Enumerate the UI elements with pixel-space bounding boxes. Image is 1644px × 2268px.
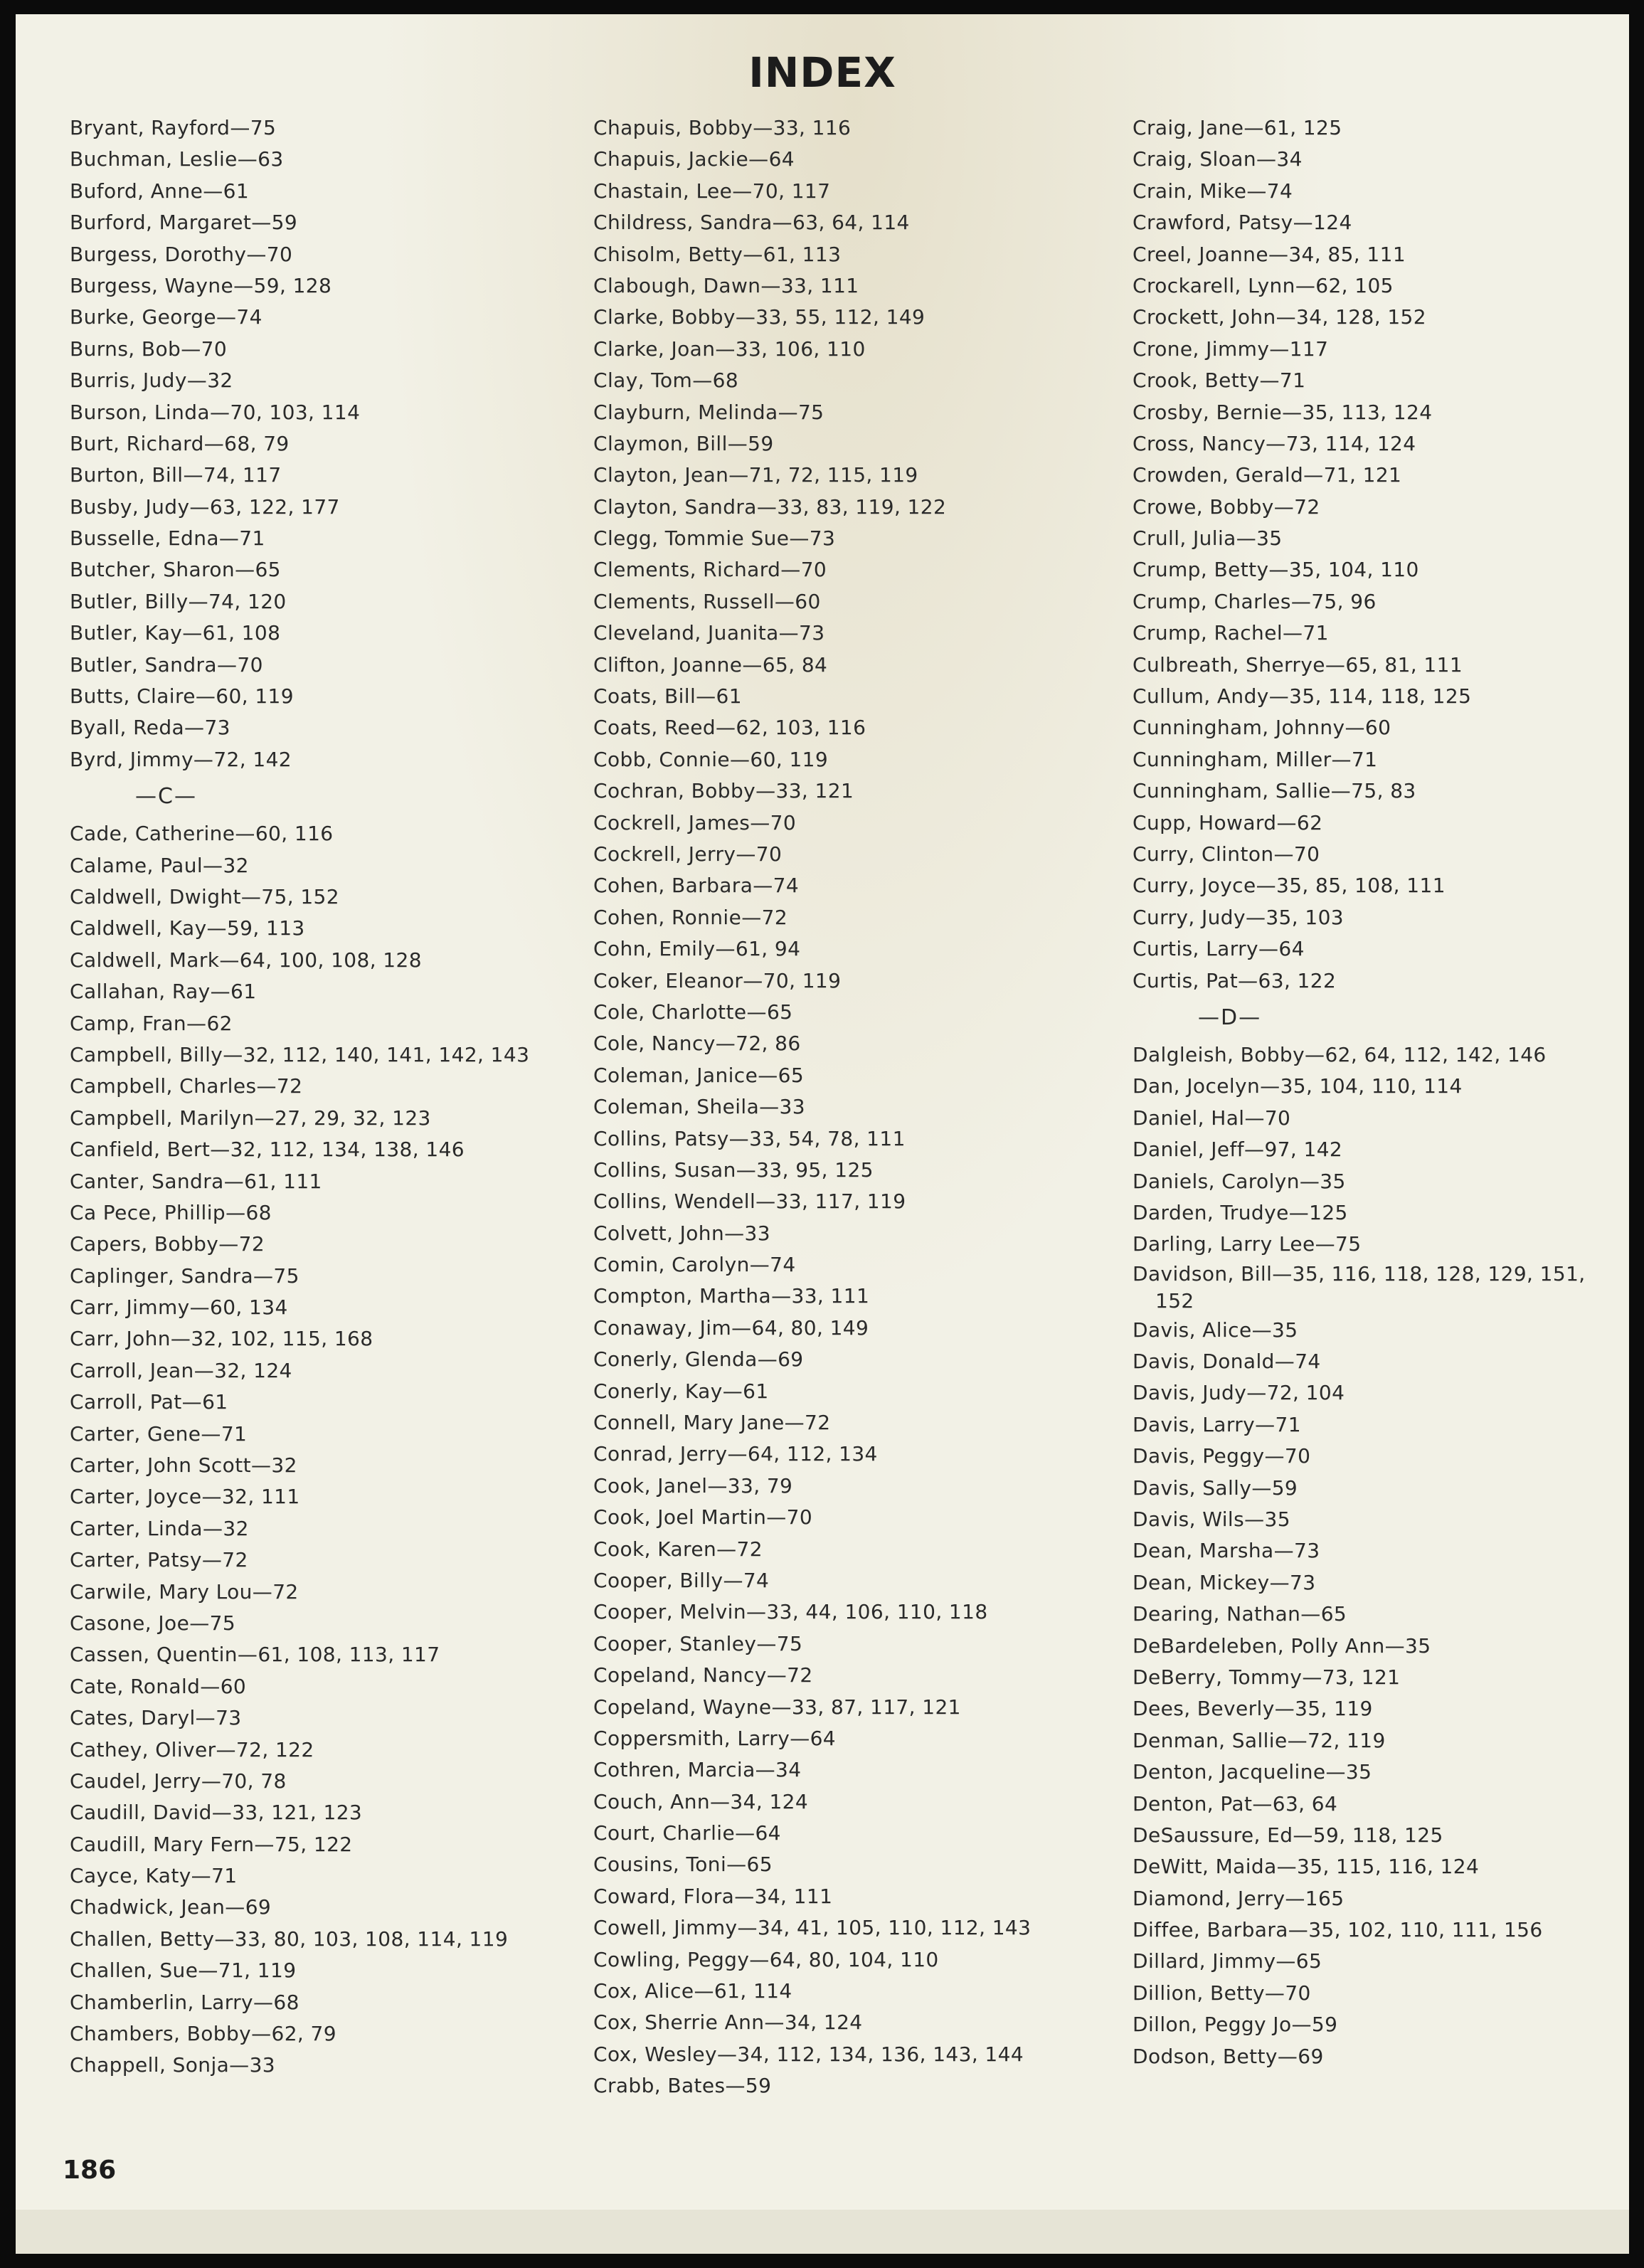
index-entry: Coats, Reed—62, 103, 116 <box>593 716 866 740</box>
index-entry: Butler, Billy—74, 120 <box>70 589 287 613</box>
index-entry: Dillard, Jimmy—65 <box>1133 1949 1322 1973</box>
index-entry: Cothren, Marcia—34 <box>593 1758 802 1782</box>
index-entry: Denton, Pat—63, 64 <box>1133 1791 1338 1816</box>
index-entry: Butler, Kay—61, 108 <box>70 621 281 645</box>
index-entry: Chisolm, Betty—61, 113 <box>593 242 842 266</box>
index-entry: Conerly, Glenda—69 <box>593 1347 804 1372</box>
index-entry: Davis, Wils—35 <box>1133 1507 1290 1532</box>
index-entry: Chadwick, Jean—69 <box>70 1895 272 1919</box>
page-bottom-margin <box>16 2210 1629 2254</box>
index-entry: Busselle, Edna—71 <box>70 526 265 551</box>
index-entry: Davis, Alice—35 <box>1133 1318 1298 1342</box>
index-entry: Chapuis, Bobby—33, 116 <box>593 116 852 139</box>
index-entry: Cunningham, Sallie—75, 83 <box>1133 779 1416 803</box>
index-entry: Dearing, Nathan—65 <box>1133 1602 1347 1626</box>
index-entry: Curry, Judy—35, 103 <box>1133 905 1345 929</box>
index-entry: Cohen, Barbara—74 <box>593 874 800 898</box>
index-entry: Carroll, Pat—61 <box>70 1390 228 1414</box>
index-entry: DeSaussure, Ed—59, 118, 125 <box>1133 1823 1443 1847</box>
index-entry: Coats, Bill—61 <box>593 684 742 709</box>
index-entry: Dillon, Peggy Jo—59 <box>1133 2013 1338 2037</box>
index-entry: Crowden, Gerald—71, 121 <box>1133 463 1402 487</box>
index-entry: Burgess, Wayne—59, 128 <box>70 273 332 297</box>
index-entry: Collins, Susan—33, 95, 125 <box>593 1157 874 1182</box>
index-entry: Crone, Jimmy—117 <box>1133 337 1329 361</box>
index-entry: Daniels, Carolyn—35 <box>1133 1169 1346 1193</box>
index-entry: Cooper, Billy—74 <box>593 1568 770 1592</box>
index-entry: Childress, Sandra—63, 64, 114 <box>593 211 910 235</box>
index-entry: Davis, Donald—74 <box>1133 1350 1321 1374</box>
index-entry: Crockett, John—34, 128, 152 <box>1133 305 1426 329</box>
page-title: INDEX <box>748 48 896 97</box>
index-entry: Canter, Sandra—61, 111 <box>70 1169 322 1193</box>
index-entry: Diffee, Barbara—35, 102, 110, 111, 156 <box>1133 1918 1543 1942</box>
index-entry: Cox, Alice—61, 114 <box>593 1979 792 2003</box>
index-entry: Dean, Marsha—73 <box>1133 1539 1320 1563</box>
index-entry: DeBardeleben, Polly Ann—35 <box>1133 1633 1431 1658</box>
index-entry: Cox, Sherrie Ann—34, 124 <box>593 2010 863 2035</box>
index-entry: Cassen, Quentin—61, 108, 113, 117 <box>70 1643 440 1667</box>
index-entry: Curry, Joyce—35, 85, 108, 111 <box>1133 874 1446 898</box>
index-column-1 <box>70 112 561 2082</box>
index-entry: Carter, Gene—71 <box>70 1421 248 1446</box>
index-entry: Caldwell, Mark—64, 100, 108, 128 <box>70 948 422 972</box>
index-entry: Cole, Nancy—72, 86 <box>593 1032 801 1056</box>
index-entry: Carwile, Mary Lou—72 <box>70 1579 299 1604</box>
index-entry: Cousins, Toni—65 <box>593 1853 773 1877</box>
index-entry: Cole, Charlotte—65 <box>593 1000 793 1024</box>
index-entry: Cook, Joel Martin—70 <box>593 1505 813 1530</box>
index-entry: Burton, Bill—74, 117 <box>70 463 282 487</box>
index-entry: Cochran, Bobby—33, 121 <box>593 779 854 803</box>
index-entry: Carter, John Scott—32 <box>70 1453 297 1478</box>
index-entry: Burns, Bob—70 <box>70 337 228 361</box>
index-entry: Byrd, Jimmy—72, 142 <box>70 747 292 771</box>
index-entry: Carr, John—32, 102, 115, 168 <box>70 1327 373 1351</box>
index-page <box>16 14 1629 2254</box>
index-entry: Cobb, Connie—60, 119 <box>593 747 829 771</box>
index-entry: Caplinger, Sandra—75 <box>70 1263 299 1288</box>
index-entry: Crosby, Bernie—35, 113, 124 <box>1133 400 1433 424</box>
index-entry: Carroll, Jean—32, 124 <box>70 1358 292 1382</box>
index-entry: Crabb, Bates—59 <box>593 2074 772 2098</box>
index-entry: Cook, Janel—33, 79 <box>593 1473 793 1498</box>
index-entry: Clifton, Joanne—65, 84 <box>593 652 828 677</box>
index-entry: Cooper, Stanley—75 <box>593 1631 803 1655</box>
index-entry: Connell, Mary Jane—72 <box>593 1411 831 1435</box>
index-entry: Cox, Wesley—34, 112, 134, 136, 143, 144 <box>593 2042 1024 2066</box>
index-entry: Darden, Trudye—125 <box>1133 1200 1348 1224</box>
index-entry: Buchman, Leslie—63 <box>70 147 284 171</box>
index-entry: Cate, Ronald—60 <box>70 1674 247 1698</box>
index-entry: Cleveland, Juanita—73 <box>593 621 825 645</box>
index-entry: Court, Charlie—64 <box>593 1821 781 1845</box>
index-entry: Crockarell, Lynn—62, 105 <box>1133 273 1394 297</box>
index-entry: Carter, Joyce—32, 111 <box>70 1485 300 1509</box>
index-entry: Chambers, Bobby—62, 79 <box>70 2022 336 2046</box>
index-entry: Crump, Charles—75, 96 <box>1133 589 1377 613</box>
index-entry: Coleman, Janice—65 <box>593 1063 805 1087</box>
index-entry: Caudel, Jerry—70, 78 <box>70 1769 287 1793</box>
index-entry: Canfield, Bert—32, 112, 134, 138, 146 <box>70 1138 465 1162</box>
index-entry: Comin, Carolyn—74 <box>593 1253 796 1277</box>
index-entry: Collins, Patsy—33, 54, 78, 111 <box>593 1126 906 1150</box>
index-entry: Cowell, Jimmy—34, 41, 105, 110, 112, 143 <box>593 1916 1032 1940</box>
index-entry: Chamberlin, Larry—68 <box>70 1990 299 2014</box>
index-entry: DeBerry, Tommy—73, 121 <box>1133 1665 1401 1689</box>
index-entry: Cohn, Emily—61, 94 <box>593 937 801 961</box>
index-entry: Conerly, Kay—61 <box>593 1379 769 1403</box>
index-entry: Diamond, Jerry—165 <box>1133 1886 1345 1910</box>
index-entry: Davis, Sally—59 <box>1133 1475 1298 1500</box>
index-entry: Calame, Paul—32 <box>70 853 249 877</box>
index-entry: Cullum, Andy—35, 114, 118, 125 <box>1133 684 1472 709</box>
index-entry: Copeland, Wayne—33, 87, 117, 121 <box>593 1695 961 1719</box>
index-entry: Butts, Claire—60, 119 <box>70 684 294 709</box>
index-entry: Campbell, Billy—32, 112, 140, 141, 142, 143 <box>70 1042 530 1066</box>
index-entry: Butcher, Sharon—65 <box>70 558 281 582</box>
index-entry: Cade, Catherine—60, 116 <box>70 822 334 846</box>
index-entry: Curtis, Larry—64 <box>1133 937 1305 961</box>
index-entry: Cayce, Katy—71 <box>70 1864 238 1888</box>
index-entry: Coleman, Sheila—33 <box>593 1095 805 1119</box>
index-entry: Burson, Linda—70, 103, 114 <box>70 400 361 424</box>
index-entry: Carr, Jimmy—60, 134 <box>70 1295 288 1320</box>
index-entry: Dillion, Betty—70 <box>1133 1981 1311 2005</box>
index-entry: Butler, Sandra—70 <box>70 652 263 677</box>
index-entry: Clayton, Sandra—33, 83, 119, 122 <box>593 494 947 519</box>
index-entry: Camp, Fran—62 <box>70 1011 233 1035</box>
index-entry: Chappell, Sonja—33 <box>70 2053 276 2077</box>
index-entry: Claymon, Bill—59 <box>593 431 774 455</box>
index-entry: Creel, Joanne—34, 85, 111 <box>1133 242 1406 266</box>
index-entry: Clabough, Dawn—33, 111 <box>593 273 859 297</box>
index-entry: Callahan, Ray—61 <box>70 980 257 1004</box>
index-entry: Clarke, Joan—33, 106, 110 <box>593 337 866 361</box>
page-number: 186 <box>63 2156 117 2185</box>
index-entry: Cupp, Howard—62 <box>1133 810 1323 834</box>
index-entry: Casone, Joe—75 <box>70 1611 236 1635</box>
index-entry: Coward, Flora—34, 111 <box>593 1884 833 1908</box>
index-entry: Chapuis, Jackie—64 <box>593 147 795 171</box>
index-entry: Craig, Sloan—34 <box>1133 147 1303 171</box>
index-entry: Burris, Judy—32 <box>70 369 233 393</box>
index-entry: Davis, Peggy—70 <box>1133 1444 1311 1468</box>
index-entry: Dalgleish, Bobby—62, 64, 112, 142, 146 <box>1133 1042 1547 1066</box>
index-entry: Clements, Richard—70 <box>593 558 827 582</box>
index-entry: Cohen, Ronnie—72 <box>593 905 788 929</box>
index-entry: Copeland, Nancy—72 <box>593 1663 813 1687</box>
index-entry: Cooper, Melvin—33, 44, 106, 110, 118 <box>593 1600 988 1624</box>
index-entry: Crain, Mike—74 <box>1133 179 1293 203</box>
index-entry: Daniel, Hal—70 <box>1133 1106 1291 1130</box>
index-entry: Davis, Larry—71 <box>1133 1412 1301 1436</box>
index-entry: Caldwell, Dwight—75, 152 <box>70 884 339 908</box>
index-entry: Clayburn, Melinda—75 <box>593 400 824 424</box>
index-entry: Dan, Jocelyn—35, 104, 110, 114 <box>1133 1074 1463 1098</box>
index-column-3 <box>1133 112 1602 2072</box>
index-entry: Chastain, Lee—70, 117 <box>593 179 831 203</box>
index-entry: Clarke, Bobby—33, 55, 112, 149 <box>593 305 926 329</box>
index-entry: Caudill, David—33, 121, 123 <box>70 1801 363 1825</box>
index-entry: Clements, Russell—60 <box>593 589 821 613</box>
index-entry: Clayton, Jean—71, 72, 115, 119 <box>593 463 918 487</box>
index-entry: Compton, Martha—33, 111 <box>593 1284 870 1308</box>
index-entry: Conrad, Jerry—64, 112, 134 <box>593 1442 878 1466</box>
index-entry: DeWitt, Maida—35, 115, 116, 124 <box>1133 1855 1480 1879</box>
index-entry: Ca Pece, Phillip—68 <box>70 1200 272 1224</box>
index-entry: Culbreath, Sherrye—65, 81, 111 <box>1133 652 1463 677</box>
index-entry: Crump, Betty—35, 104, 110 <box>1133 558 1419 582</box>
index-entry: Crawford, Patsy—124 <box>1133 211 1352 235</box>
index-entry: Cathey, Oliver—72, 122 <box>70 1737 314 1761</box>
index-entry: Burt, Richard—68, 79 <box>70 431 290 455</box>
index-entry: Dodson, Betty—69 <box>1133 2044 1324 2068</box>
index-entry: Conaway, Jim—64, 80, 149 <box>593 1315 869 1340</box>
index-entry: Coppersmith, Larry—64 <box>593 1726 837 1750</box>
index-entry-text: Davidson, Bill—35, 116, 118, 128, 129, 151, <box>1133 1261 1586 1286</box>
index-entry: Buford, Anne—61 <box>70 179 250 203</box>
index-entry: Challen, Betty—33, 80, 103, 108, 114, 119 <box>70 1927 509 1951</box>
index-entry: Cunningham, Johnny—60 <box>1133 716 1391 740</box>
index-column-2 <box>593 112 1091 2102</box>
index-entry: Cunningham, Miller—71 <box>1133 747 1378 771</box>
index-entry: Curry, Clinton—70 <box>1133 842 1320 866</box>
index-entry: Clay, Tom—68 <box>593 369 739 393</box>
index-entry: Bryant, Rayford—75 <box>70 116 277 139</box>
index-entry: Burke, George—74 <box>70 305 262 329</box>
index-entry: Coker, Eleanor—70, 119 <box>593 968 842 992</box>
index-entry: Busby, Judy—63, 122, 177 <box>70 494 340 519</box>
index-entry: Clegg, Tommie Sue—73 <box>593 526 836 551</box>
index-entry: Challen, Sue—71, 119 <box>70 1959 297 1983</box>
index-entry: Carter, Patsy—72 <box>70 1548 248 1572</box>
index-entry-continuation: 152 <box>1155 1288 1194 1313</box>
index-entry: Couch, Ann—34, 124 <box>593 1789 809 1813</box>
index-entry: Burford, Margaret—59 <box>70 211 298 235</box>
index-entry <box>1133 1261 1602 1315</box>
index-entry: Caudill, Mary Fern—75, 122 <box>70 1832 353 1856</box>
index-entry: Dean, Mickey—73 <box>1133 1570 1316 1594</box>
index-entry: Denton, Jacqueline—35 <box>1133 1760 1372 1784</box>
index-entry: Dees, Beverly—35, 119 <box>1133 1697 1373 1721</box>
index-entry: Crook, Betty—71 <box>1133 369 1306 393</box>
index-entry: Curtis, Pat—63, 122 <box>1133 968 1337 992</box>
index-entry: Crump, Rachel—71 <box>1133 621 1329 645</box>
index-entry: Capers, Bobby—72 <box>70 1232 265 1256</box>
section-letter-heading: —D— <box>1198 1005 1262 1030</box>
index-entry: Crull, Julia—35 <box>1133 526 1283 551</box>
index-entry: Colvett, John—33 <box>593 1221 770 1245</box>
index-entry: Cockrell, James—70 <box>593 810 797 834</box>
index-entry: Caldwell, Kay—59, 113 <box>70 916 305 940</box>
index-entry: Collins, Wendell—33, 117, 119 <box>593 1189 906 1214</box>
index-entry: Denman, Sallie—72, 119 <box>1133 1728 1386 1752</box>
index-entry: Byall, Reda—73 <box>70 716 230 740</box>
index-entry: Cross, Nancy—73, 114, 124 <box>1133 431 1416 455</box>
index-entry: Cowling, Peggy—64, 80, 104, 110 <box>593 1947 939 1971</box>
index-entry: Darling, Larry Lee—75 <box>1133 1232 1362 1256</box>
index-entry: Cockrell, Jerry—70 <box>593 842 783 866</box>
index-entry: Craig, Jane—61, 125 <box>1133 116 1342 139</box>
index-entry: Campbell, Marilyn—27, 29, 32, 123 <box>70 1106 431 1130</box>
index-entry: Campbell, Charles—72 <box>70 1074 303 1098</box>
index-entry: Crowe, Bobby—72 <box>1133 494 1320 519</box>
index-entry: Daniel, Jeff—97, 142 <box>1133 1138 1343 1162</box>
index-entry: Carter, Linda—32 <box>70 1516 249 1540</box>
index-entry: Burgess, Dorothy—70 <box>70 242 293 266</box>
index-entry: Cates, Daryl—73 <box>70 1706 242 1730</box>
index-entry: Davis, Judy—72, 104 <box>1133 1381 1345 1405</box>
index-entry: Cook, Karen—72 <box>593 1537 763 1561</box>
section-letter-heading: —C— <box>135 784 197 810</box>
